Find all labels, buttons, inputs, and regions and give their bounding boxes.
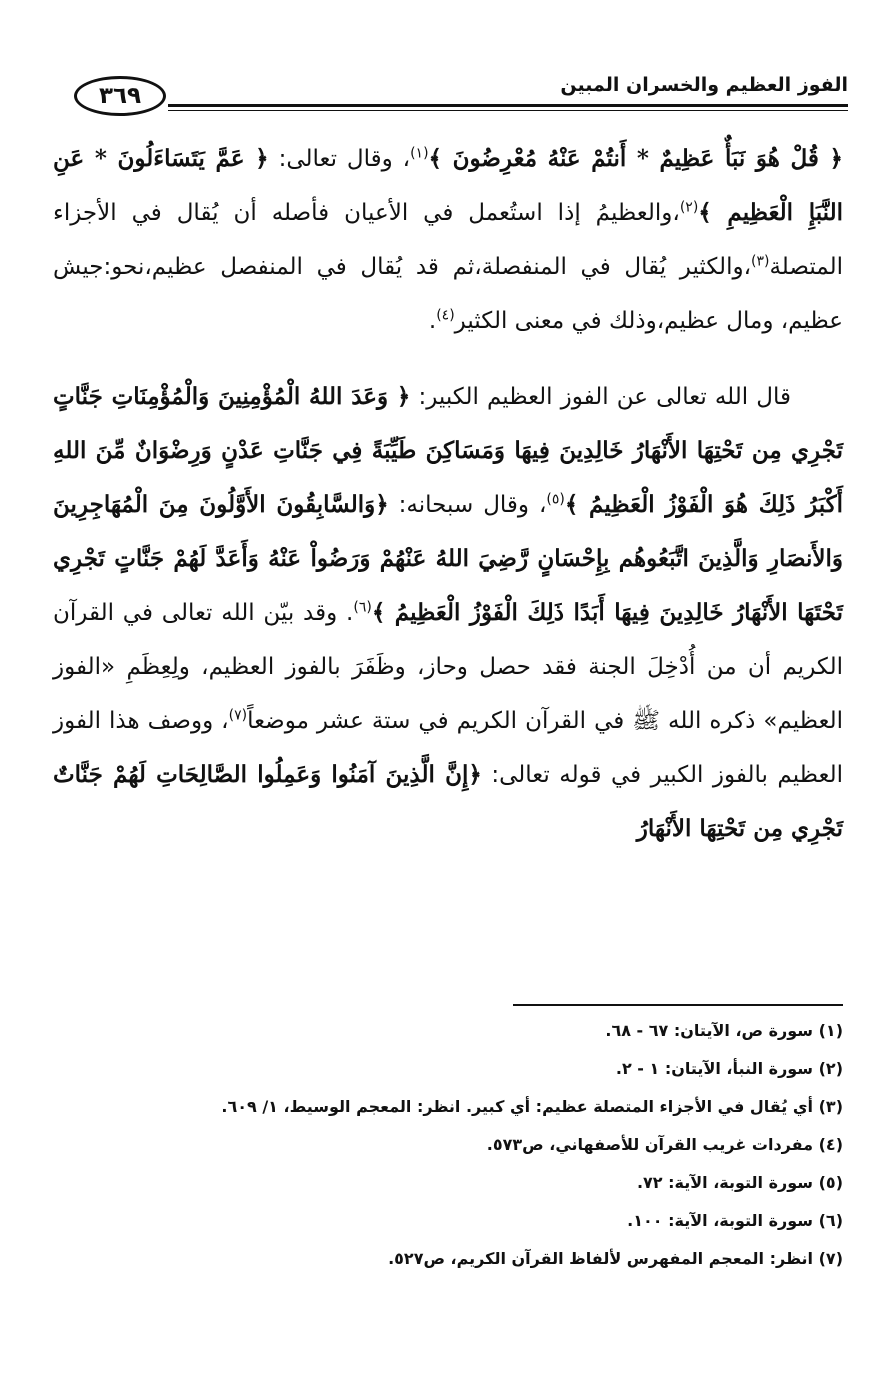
header-rule-thin bbox=[168, 110, 848, 111]
body-text: ،والكثير يُقال في المنفصلة،ثم قد يُقال في المنفصل عظيم،نحو:جيش عظيم، ومال عظيم،وذلك في معنى الكثير bbox=[53, 254, 843, 334]
footnote-item: (٢) سورة النبأ، الآيتان: ١ - ٢. bbox=[615, 1059, 843, 1078]
quran-verse: ﴿ قُلْ هُوَ نَبَأٌ عَظِيمٌ * أَنتُمْ عَنْهُ مُعْرِضُونَ ﴾ bbox=[428, 145, 844, 172]
footnote-item: (٤) مفردات غريب القرآن للأصفهاني، ص٥٧٣. bbox=[486, 1135, 843, 1154]
footnote-item: (١) سورة ص، الآيتان: ٦٧ - ٦٨. bbox=[605, 1021, 843, 1040]
footnote-ref[interactable]: (٤) bbox=[436, 307, 455, 324]
footnote-item: (٥) سورة التوبة، الآية: ٧٢. bbox=[636, 1173, 843, 1192]
body-text: ،والعظيمُ إذا استُعمل في الأعيان فأصله أن يُقال في الأجزاء المتصلة bbox=[53, 200, 843, 280]
paragraph-2 bbox=[53, 370, 843, 856]
running-header bbox=[74, 70, 848, 126]
header-title: الفوز العظيم والخسران المبين bbox=[560, 74, 848, 96]
quran-verse: ﴿إِنَّ الَّذِينَ آمَنُوا وَعَمِلُوا الصَّالِحَاتِ لَهُمْ جَنَّاتٌ تَجْرِي مِن تَحْتِهَا الأَنْهَارُ bbox=[53, 761, 843, 842]
main-text bbox=[53, 132, 843, 856]
body-text: ، وقال تعالى: bbox=[268, 146, 411, 172]
header-rule bbox=[168, 104, 848, 107]
footnote-ref[interactable]: (٣) bbox=[751, 253, 770, 270]
footnote-item: (٧) انظر: المعجم المفهرس لألفاظ القرآن الكريم، ص٥٢٧. bbox=[388, 1249, 843, 1268]
paragraph-1 bbox=[53, 132, 843, 348]
footnote-ref[interactable]: (٥) bbox=[546, 491, 565, 508]
footnote-separator bbox=[513, 1004, 843, 1006]
body-text: قال الله تعالى عن الفوز العظيم الكبير: bbox=[410, 384, 791, 410]
quran-verse: ﴿ وَعَدَ اللهُ الْمُؤْمِنِينَ وَالْمُؤْمِنَاتِ جَنَّاتٍ تَجْرِي مِن تَحْتِهَا الأَنْهَارُ خَالِدِينَ فِيهَا وَمَسَاكِنَ طَيِّبَةً فِي جَنَّاتِ عَدْنٍ وَرِضْوَانٌ مِّنَ اللهِ أَكْبَرُ ذَلِكَ هُوَ الْفَوْزُ الْعَظِيمُ ﴾ bbox=[53, 383, 843, 518]
footnote-item: (٦) سورة التوبة، الآية: ١٠٠. bbox=[627, 1211, 843, 1230]
footnote-item: (٣) أي يُقال في الأجزاء المتصلة عظيم: أي كبير. انظر: المعجم الوسيط، ١/ ٦٠٩. bbox=[221, 1097, 843, 1116]
page-number-badge bbox=[74, 76, 166, 116]
footnotes bbox=[53, 1012, 843, 1278]
footnote-ref[interactable]: (٦) bbox=[353, 599, 372, 616]
footnote-ref[interactable]: (٢) bbox=[679, 199, 699, 216]
body-text: . وقد بيّن الله تعالى في القرآن الكريم أن من أُدْخِلَ الجنة فقد حصل وحاز، وظَفَرَ بالفوز العظيم، ولِعِظَمِ «الفوز العظيم» ذكره الله ﷺ في القرآن الكريم في ستة عشر موضعاً bbox=[53, 600, 843, 734]
quran-verse: ﴿ عَمَّ يَتَسَاءَلُونَ * عَنِ النَّبَإِ الْعَظِيمِ ﴾ bbox=[53, 145, 843, 226]
footnote-ref[interactable]: (١) bbox=[410, 145, 429, 162]
body-text: . bbox=[428, 308, 437, 334]
body-text: ، ووصف هذا الفوز العظيم بالفوز الكبير في قوله تعالى: bbox=[53, 708, 843, 788]
quran-verse: ﴿وَالسَّابِقُونَ الأَوَّلُونَ مِنَ الْمُهَاجِرِينَ وَالأَنصَارِ وَالَّذِينَ اتَّبَعُوهُم بِإِحْسَانٍ رَّضِيَ اللهُ عَنْهُمْ وَرَضُواْ عَنْهُ وَأَعَدَّ لَهُمْ جَنَّاتٍ تَجْرِي تَحْتَهَا الأَنْهَارُ خَالِدِينَ فِيهَا أَبَدًا ذَلِكَ الْفَوْزُ الْعَظِيمُ ﴾ bbox=[53, 491, 843, 626]
page-number: ٣٦٩ bbox=[98, 83, 142, 109]
footnote-ref[interactable]: (٧) bbox=[228, 707, 248, 724]
body-text: ، وقال سبحانه: bbox=[388, 492, 547, 518]
